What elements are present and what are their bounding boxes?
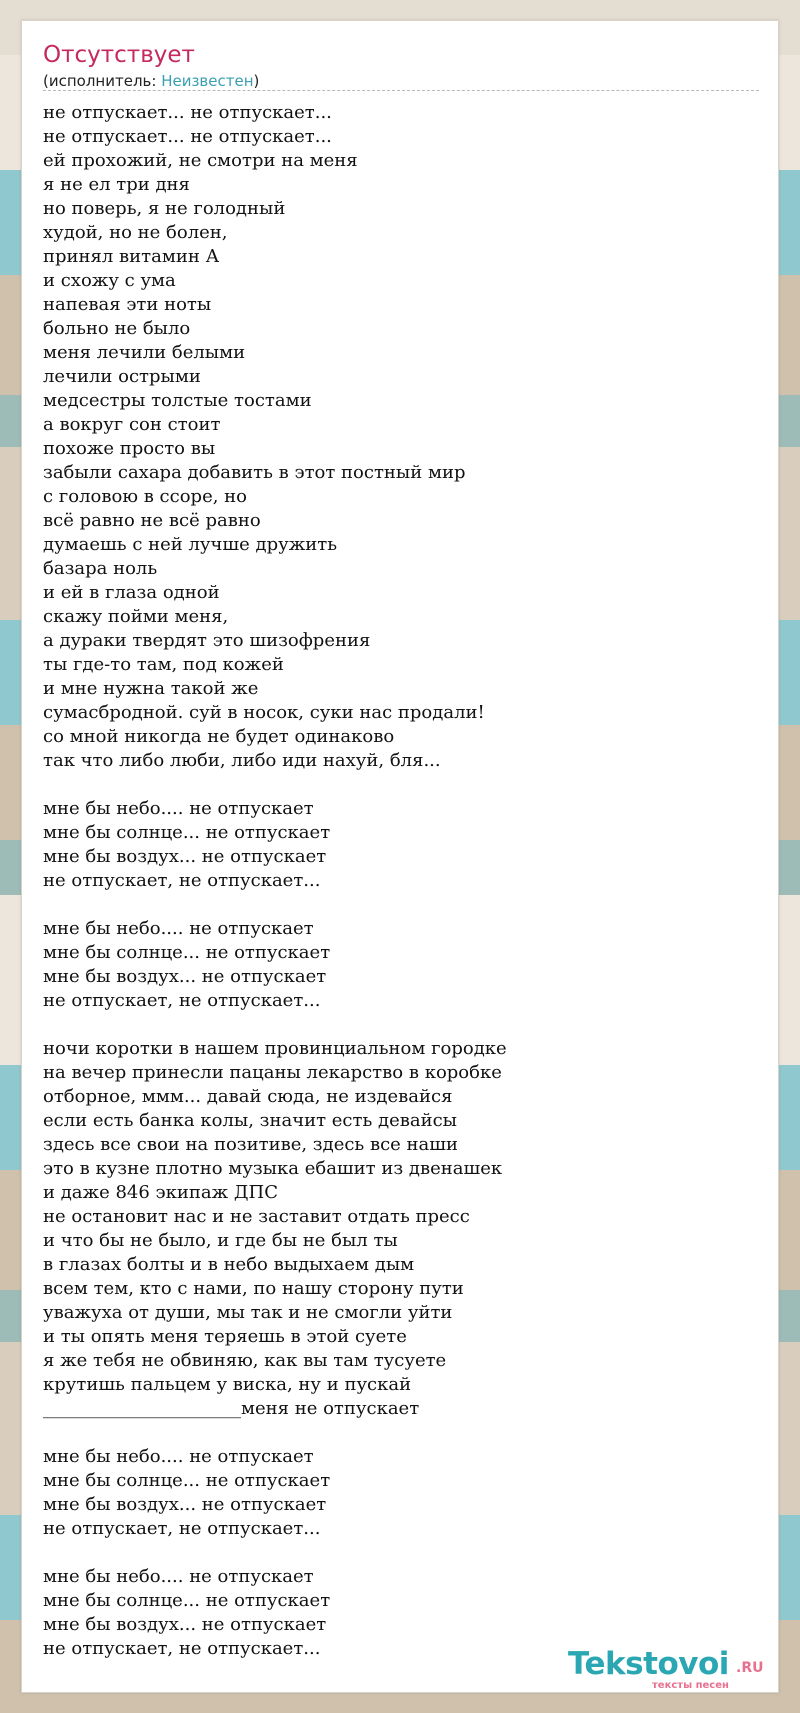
lyric-line: мне бы солнце... не отпускает: [43, 1470, 331, 1491]
lyric-line: это в кузне плотно музыка ебашит из двенашек: [43, 1158, 503, 1179]
lyric-line: уважуха от души, мы так и не смогли уйти: [43, 1302, 453, 1323]
artist-line: [43, 72, 259, 90]
tekstovoi-logo[interactable]: [568, 1646, 768, 1692]
lyric-line: в глазах болты и в небо выдыхаем дым: [43, 1254, 415, 1275]
lyric-line: крутишь пальцем у виска, ну и пускай: [43, 1374, 412, 1395]
lyric-line: мне бы небо.... не отпускает: [43, 1446, 314, 1467]
lyric-line: и даже 846 экипаж ДПС: [43, 1182, 278, 1203]
lyric-line: принял витамин А: [43, 246, 220, 267]
stanza-gap: [43, 1541, 507, 1565]
lyric-line: отборное, ммм... давай сюда, не издевайся: [43, 1086, 453, 1107]
lyric-line: но поверь, я не голодный: [43, 198, 286, 219]
lyric-line: меня лечили белыми: [43, 342, 246, 363]
lyric-line: не отпускает... не отпускает...: [43, 102, 332, 123]
lyric-line: мне бы воздух... не отпускает: [43, 1494, 327, 1515]
lyric-line: так что либо люби, либо иди нахуй, бля...: [43, 750, 441, 771]
lyric-line: со мной никогда не будет одинаково: [43, 726, 395, 747]
lyric-line: и ей в глаза одной: [43, 582, 220, 603]
lyric-line: думаешь с ней лучше дружить: [43, 534, 338, 555]
lyric-line: мне бы небо.... не отпускает: [43, 918, 314, 939]
title-divider: [43, 90, 759, 91]
artist-prefix: (исполнитель:: [43, 72, 162, 90]
lyric-line: ты где-то там, под кожей: [43, 654, 284, 675]
logo-tagline: тексты песен: [652, 1680, 729, 1691]
lyric-line: мне бы воздух... не отпускает: [43, 1614, 327, 1635]
artist-link[interactable]: Неизвестен: [161, 72, 254, 90]
lyric-line: лечили острыми: [43, 366, 201, 387]
lyric-line: и ты опять меня теряешь в этой суете: [43, 1326, 407, 1347]
lyric-line: и мне нужна такой же: [43, 678, 259, 699]
lyric-line: скажу пойми меня,: [43, 606, 229, 627]
lyric-line: мне бы воздух... не отпускает: [43, 966, 327, 987]
lyric-line: мне бы солнце... не отпускает: [43, 822, 331, 843]
artist-suffix: ): [253, 72, 260, 90]
lyric-line: всё равно не всё равно: [43, 510, 261, 531]
lyric-line: а вокруг сон стоит: [43, 414, 221, 435]
lyric-line: не остановит нас и не заставит отдать пресс: [43, 1206, 470, 1227]
lyric-line: а дураки твердят это шизофрения: [43, 630, 371, 651]
stanza-gap: [43, 1421, 507, 1445]
lyric-line: похоже просто вы: [43, 438, 216, 459]
lyric-line: на вечер принесли пацаны лекарство в коробке: [43, 1062, 502, 1083]
lyric-line: если есть банка колы, значит есть девайсы: [43, 1110, 457, 1131]
lyric-line: ей прохожий, не смотри на меня: [43, 150, 358, 171]
lyric-line: и схожу с ума: [43, 270, 176, 291]
lyric-line: не отпускает, не отпускает...: [43, 870, 321, 891]
lyric-line: мне бы солнце... не отпускает: [43, 942, 331, 963]
lyric-line: здесь все свои на позитиве, здесь все наши: [43, 1134, 459, 1155]
lyric-line: не отпускает, не отпускает...: [43, 990, 321, 1011]
lyric-line: медсестры толстые тостами: [43, 390, 312, 411]
lyrics-text: [43, 101, 507, 1661]
stanza-gap: [43, 1013, 507, 1037]
stanza-gap: [43, 773, 507, 797]
lyric-line: с головою в ссоре, но: [43, 486, 248, 507]
lyric-line: мне бы воздух... не отпускает: [43, 846, 327, 867]
logo-domain: .RU: [736, 1660, 764, 1676]
logo-wordmark: Tekstovoi: [568, 1646, 729, 1682]
lyrics-card: [21, 20, 779, 1693]
lyric-line: больно не было: [43, 318, 191, 339]
lyric-line: мне бы солнце... не отпускает: [43, 1590, 331, 1611]
lyric-line: я же тебя не обвиняю, как вы там тусуете: [43, 1350, 447, 1371]
lyric-line: не отпускает, не отпускает...: [43, 1518, 321, 1539]
lyric-line: и что бы не было, и где бы не был ты: [43, 1230, 398, 1251]
lyric-line: напевая эти ноты: [43, 294, 212, 315]
lyric-line: мне бы небо.... не отпускает: [43, 798, 314, 819]
lyric-line: забыли сахара добавить в этот постный мир: [43, 462, 466, 483]
lyric-line: базара ноль: [43, 558, 158, 579]
lyric-line: худой, но не болен,: [43, 222, 228, 243]
lyric-line: не отпускает... не отпускает...: [43, 126, 332, 147]
lyric-line: ночи коротки в нашем провинциальном городке: [43, 1038, 507, 1059]
stanza-gap: [43, 893, 507, 917]
lyric-line: я не ел три дня: [43, 174, 190, 195]
song-title: Отсутствует: [43, 42, 195, 68]
lyric-line: всем тем, кто с нами, по нашу сторону пути: [43, 1278, 464, 1299]
lyric-line: не отпускает, не отпускает...: [43, 1638, 321, 1659]
lyric-line: сумасбродной. суй в носок, суки нас продали!: [43, 702, 485, 723]
lyric-line: ______________________меня не отпускает: [43, 1398, 420, 1419]
lyric-line: мне бы небо.... не отпускает: [43, 1566, 314, 1587]
